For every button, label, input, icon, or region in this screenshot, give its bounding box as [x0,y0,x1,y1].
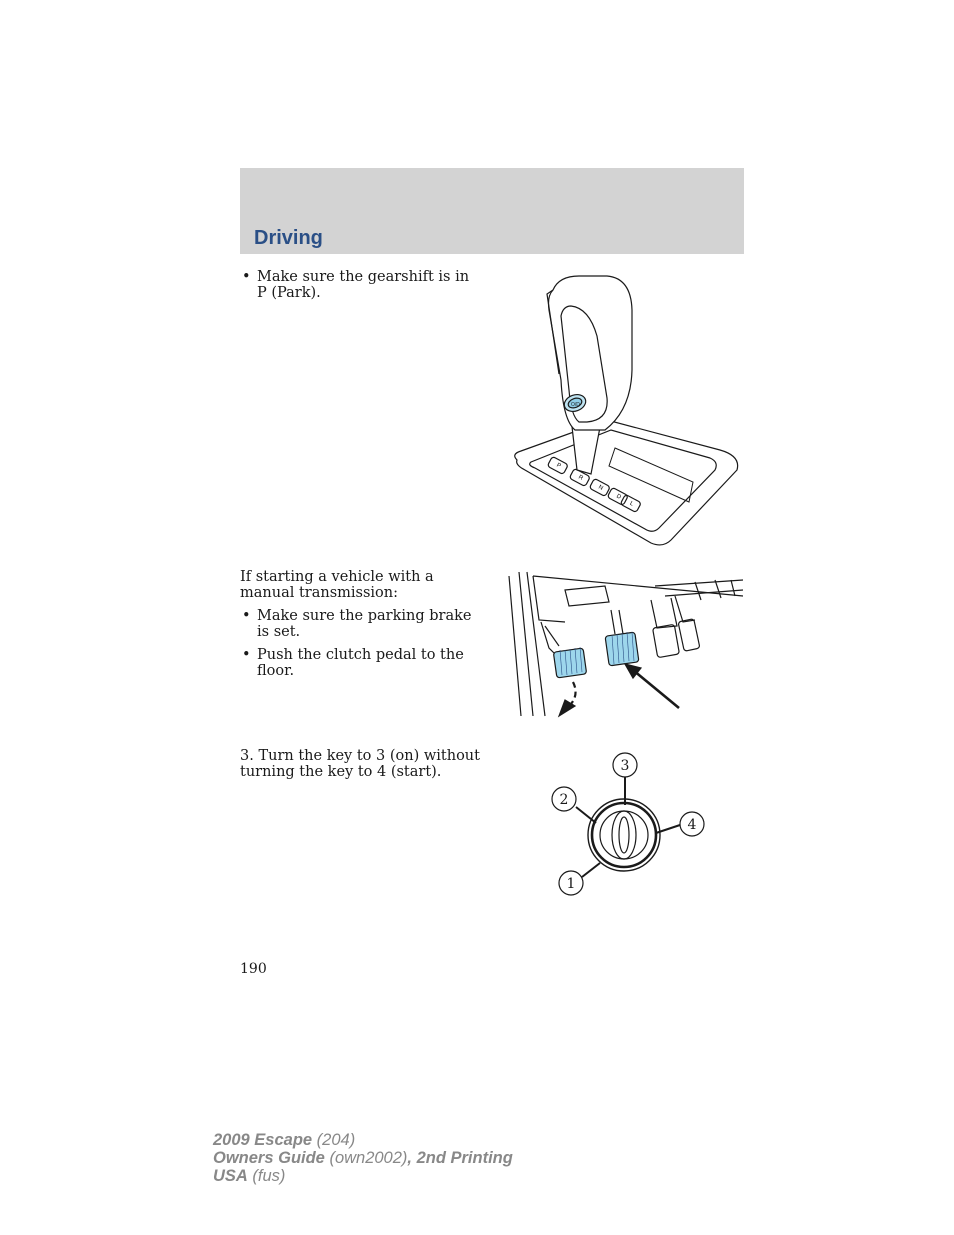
gate-label-r: R [577,474,584,482]
gearshift-illustration [505,270,745,550]
footer-line-3 [213,1167,513,1185]
section-header [240,168,744,254]
ignition-illustration [540,745,720,905]
footer-printing: , 2nd Printing [407,1149,513,1167]
ignition-position-2: 2 [559,792,569,808]
footer-market-code: (fus) [247,1167,286,1185]
footer-line-2 [213,1149,513,1167]
footer-model: 2009 Escape [213,1131,313,1149]
footer-guide: Owners Guide [213,1149,325,1167]
gate-label-d: D [615,493,622,501]
bullet-text: Make sure the parking brake is set. [257,608,472,640]
step-paragraph: 3. Turn the key to 3 (on) without turning the key to 4 (start). [240,748,480,780]
intro-paragraph: If starting a vehicle with a manual transmission: [240,569,434,601]
gate-label-p: P [555,462,562,470]
ignition-position-3: 3 [620,758,630,774]
bullet-dot: • [242,647,251,663]
gate-label-l: L [628,500,635,508]
ignition-position-1: 1 [566,876,576,892]
od-button-label: O/D [571,402,580,408]
footer-guide-code: (own2002) [324,1149,408,1167]
footer-market: USA [213,1167,248,1185]
page-number: 190 [240,961,267,977]
bullet-text: Make sure the gearshift is in P (Park). [257,269,470,301]
gearshift-instructions [240,269,480,308]
section-title: Driving [254,227,323,249]
footer-line-1 [213,1131,513,1149]
ignition-instructions [240,748,480,780]
bullet-item [240,647,480,679]
manual-transmission-instructions [240,569,480,686]
document-footer [213,1131,513,1185]
bullet-dot: • [242,608,251,624]
gate-label-n: N [597,484,604,492]
bullet-item [240,269,480,301]
bullet-dot: • [242,269,251,285]
ignition-position-4: 4 [687,817,697,833]
bullet-item [240,608,480,640]
bullet-text: Push the clutch pedal to the floor. [257,647,464,679]
footer-model-code: (204) [312,1131,356,1149]
pedals-illustration [505,570,745,718]
